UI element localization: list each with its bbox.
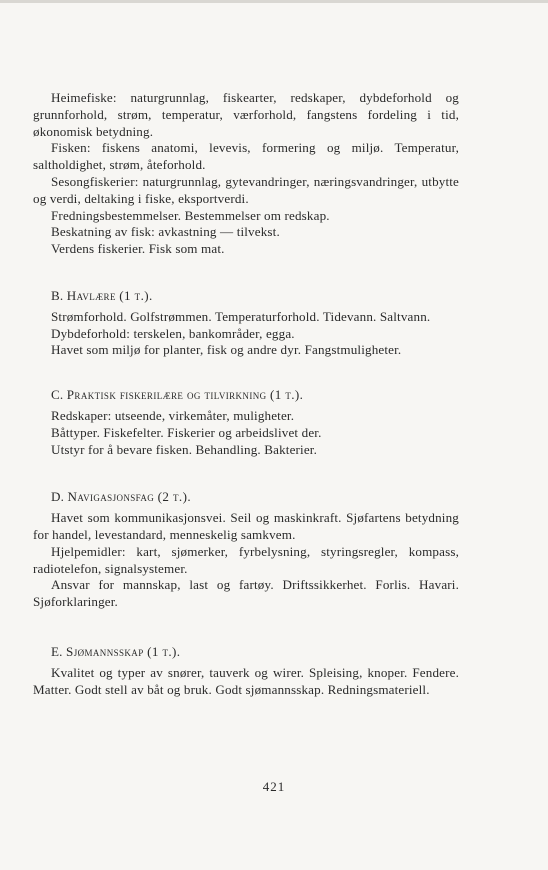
page-number: 421 — [262, 779, 286, 794]
paragraph-hjelpemidler: Hjelpemidler: kart, sjømerker, fyrbelysning, styringsregler, kompass, radiotelefon, signalsystemer. — [33, 543, 459, 576]
page-top-edge — [0, 0, 548, 3]
section-title: Havlære — [66, 287, 116, 303]
section-heading-e — [33, 644, 459, 661]
paragraph-utstyr: Utstyr for å bevare fisken. Behandling. Bakterier. — [51, 441, 318, 457]
paragraph-fredningsbestemmelser: Fredningsbestemmelser. Bestemmelser om redskap. — [51, 207, 330, 223]
section-letter: C. — [51, 387, 64, 403]
paragraph-ansvar: Ansvar for mannskap, last og fartøy. Driftssikkerhet. Forlis. Havari. Sjøforklaringer. — [33, 577, 459, 610]
section-a — [33, 90, 459, 258]
paragraph-fisken: Fisken: fiskens anatomi, levevis, formering og miljø. Temperatur, saltholdighet, strøm, åteforhold. — [33, 140, 459, 173]
paragraph-havet-som-miljo: Havet som miljø for planter, fisk og andre dyr. Fangstmuligheter. — [51, 342, 402, 358]
section-e — [33, 644, 459, 698]
section-title: Navigasjonsfag — [67, 489, 155, 505]
section-c — [33, 387, 459, 458]
paragraph-sesongfiskerier: Sesongfiskerier: naturgrunnlag, gytevandringer, næringsvandringer, utbytte og verdi, deltaking i fiske, eksportverdi. — [33, 173, 459, 206]
section-hours: (2 t.). — [157, 489, 192, 505]
section-title: Praktisk fiskerilære og tilvirkning — [66, 387, 267, 403]
paragraph-stromforhold: Strømforhold. Golfstrømmen. Temperaturforhold. Tidevann. Saltvann. — [51, 308, 431, 324]
section-hours: (1 t.). — [269, 387, 304, 403]
section-hours: (1 t.). — [119, 287, 153, 303]
section-d — [33, 489, 459, 611]
paragraph-dybdeforhold: Dybdeforhold: terskelen, bankområder, egga. — [51, 325, 295, 341]
section-title: Sjømannsskap — [66, 643, 144, 659]
paragraph-beskatning: Beskatning av fisk: avkastning — tilvekst. — [51, 224, 280, 240]
section-letter: E. — [51, 643, 63, 659]
section-b — [33, 288, 459, 359]
paragraph-battyper: Båttyper. Fiskefelter. Fiskerier og arbeidslivet der. — [51, 424, 322, 440]
section-hours: (1 t.). — [147, 643, 181, 659]
paragraph-kvalitet: Kvalitet og typer av snører, tauverk og wirer. Spleising, knoper. Fendere. Matter. Godt stell av båt og bruk. Godt sjømannsskap. Redningsmateriell. — [33, 664, 459, 697]
paragraph-kommunikasjonsvei: Havet som kommunikasjonsvei. Seil og maskinkraft. Sjøfartens betydning for handel, levestandard, menneskelig samkvem. — [33, 510, 459, 542]
paragraph-redskaper: Redskaper: utseende, virkemåter, muligheter. — [51, 407, 295, 423]
paragraph-verdens-fiskerier: Verdens fiskerier. Fisk som mat. — [51, 241, 225, 257]
section-heading-d — [33, 489, 459, 506]
section-letter: D. — [51, 489, 65, 505]
section-heading-c — [33, 387, 459, 404]
section-heading-b — [33, 288, 459, 305]
paragraph-heimefiske: Heimefiske: naturgrunnlag, fiskearter, redskaper, dybdeforhold og grunnforhold, strøm, temperatur, værforhold, fangstens fordeling i tid, økonomisk betydning. — [33, 90, 459, 139]
document-page — [33, 90, 459, 698]
section-letter: B. — [51, 287, 64, 303]
